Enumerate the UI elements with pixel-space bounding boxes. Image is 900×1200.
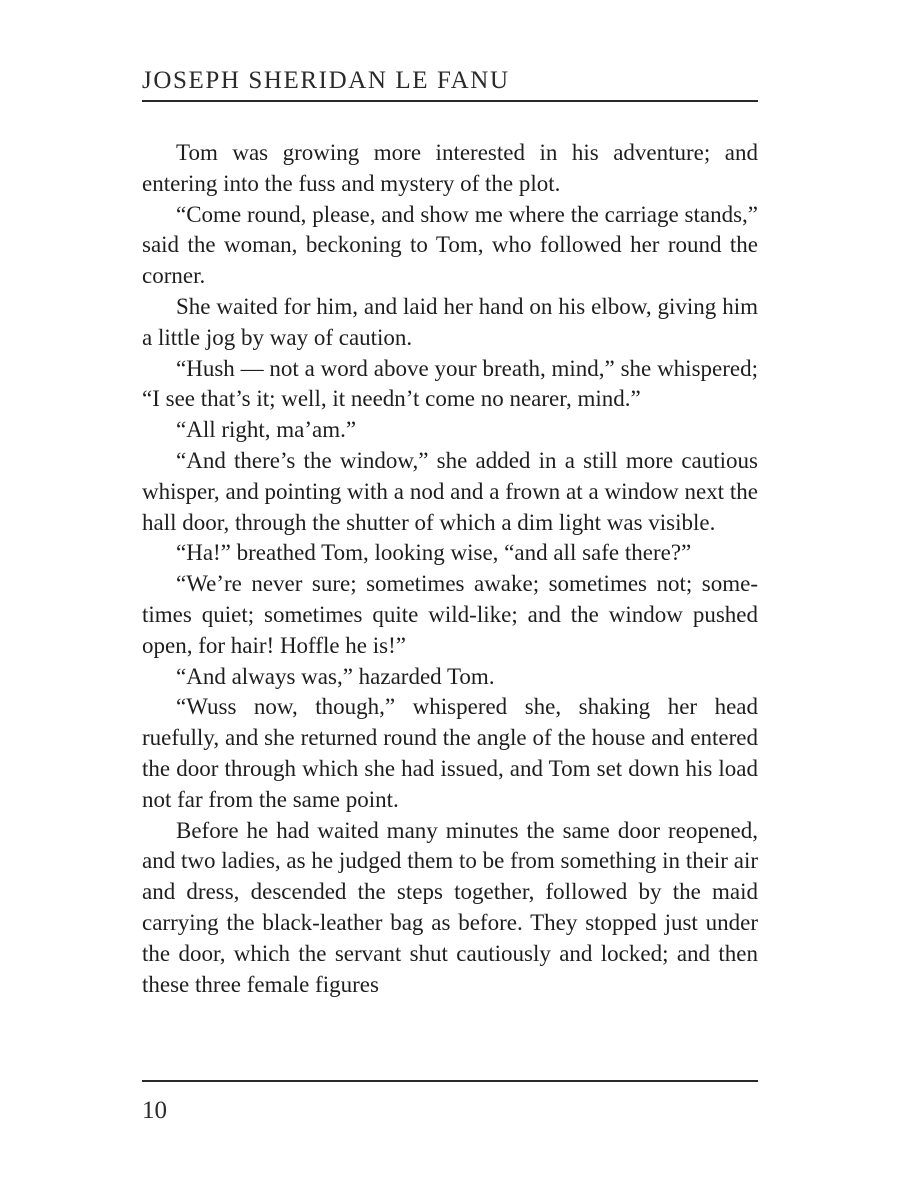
running-head: JOSEPH SHERIDAN LE FANU bbox=[142, 67, 510, 94]
paragraph: “And always was,” hazarded Tom. bbox=[176, 663, 495, 689]
paragraph: Before he had waited many minutes the same door reopened, and two ladies, as he judged them to be from something in their air and dress, descended the steps together, followed by the maid carrying the black-leather bag as before. They stopped just under the door, which the servant shut cautiously and locked; and then these three female figures bbox=[142, 817, 758, 997]
paragraph: “Hush — not a word above your breath, mind,” she whispered; “I see that’s it; well, it needn’t come no nearer, mind.” bbox=[142, 355, 758, 412]
paragraph: “All right, ma’am.” bbox=[176, 417, 357, 443]
body-text bbox=[142, 138, 758, 1000]
footer-rule bbox=[142, 1080, 758, 1082]
paragraph: Tom was growing more interested in his adventure; and entering into the fuss and mystery of the plot. bbox=[142, 140, 758, 196]
paragraph: She waited for him, and laid her hand on his elbow, giving him a little jog by way of caution. bbox=[142, 293, 758, 350]
paragraph: “We’re never sure; sometimes awake; sometimes not; sometimes quiet; sometimes quite wild-like; and the window pushed open, for hair! Hoffle he is!” bbox=[142, 571, 758, 658]
paragraph: “Ha!” breathed Tom, looking wise, “and all safe there?” bbox=[176, 540, 692, 566]
header-rule bbox=[142, 100, 758, 102]
paragraph: “And there’s the window,” she added in a still more cautious whisper, and pointing with a nod and a frown at a window next the hall door, through the shutter of which a dim light was visible. bbox=[142, 447, 758, 535]
page-number: 10 bbox=[142, 1097, 167, 1124]
paragraph: “Come round, please, and show me where the carriage stands,” said the woman, beckoning to Tom, who followed her round the corner. bbox=[142, 201, 758, 289]
paragraph: “Wuss now, though,” whispered she, shaking her head ruefully, and she returned round the angle of the house and entered the door through which she had issued, and Tom set down his load not far from the same point. bbox=[142, 694, 758, 812]
